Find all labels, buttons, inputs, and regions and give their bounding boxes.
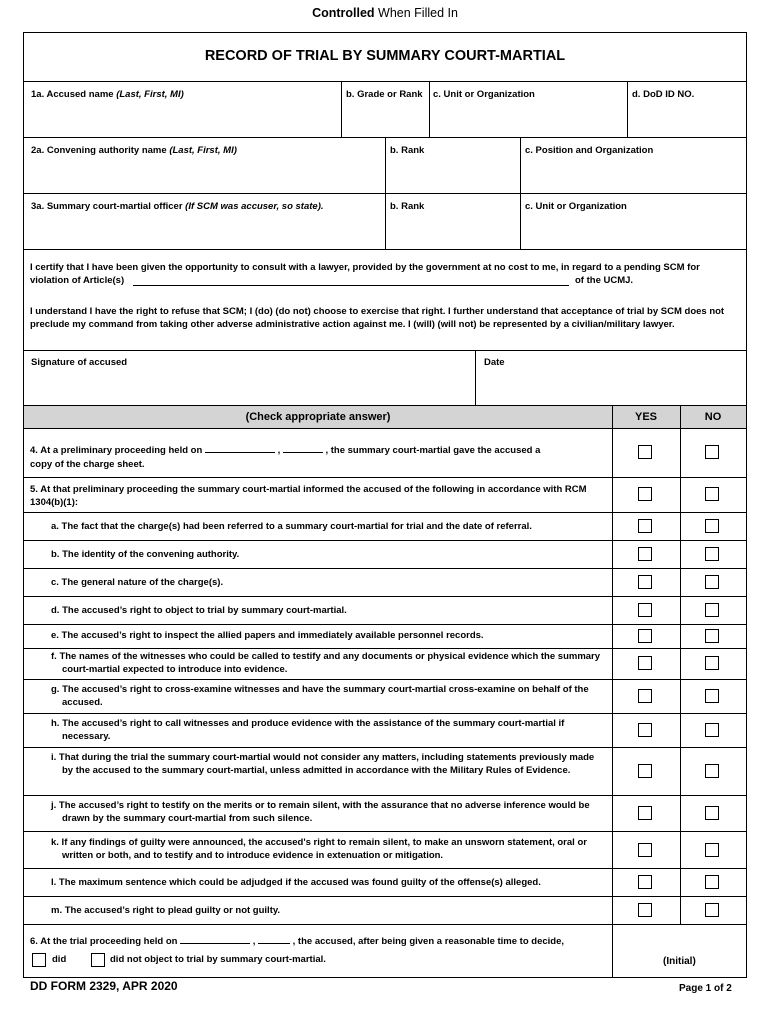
date-field[interactable] xyxy=(476,370,746,404)
item-5b-no-checkbox[interactable] xyxy=(705,547,719,561)
dod-id-field[interactable] xyxy=(628,102,746,136)
did-label: did xyxy=(52,954,67,965)
rule xyxy=(23,713,747,714)
page-number: Page 1 of 2 xyxy=(679,983,732,994)
scm-officer-field[interactable] xyxy=(24,214,384,248)
item-5b-text: b. The identity of the convening authority. xyxy=(51,549,240,560)
rule xyxy=(23,679,747,680)
item-5k-no-checkbox[interactable] xyxy=(705,843,719,857)
item-5h-text: h. The accused’s right to call witnesses and produce evidence with the assistance of the summary court-martial if necessary. xyxy=(51,718,565,742)
item-5g-yes-checkbox[interactable] xyxy=(638,689,652,703)
check-answer-header: (Check appropriate answer) xyxy=(245,411,391,423)
item-6-text: 6. At the trial proceeding held on , , the accused, after being given a reasonable time to decide, xyxy=(30,936,565,947)
rule xyxy=(23,596,747,597)
item-5c-no-checkbox[interactable] xyxy=(705,575,719,589)
did-not-label: did not object to trial by summary court-martial. xyxy=(110,954,326,965)
item-4-text-cont: copy of the charge sheet. xyxy=(30,459,145,470)
rule xyxy=(23,868,747,869)
did-checkbox[interactable] xyxy=(32,953,46,967)
item-4-date-field[interactable] xyxy=(205,443,275,453)
item-5g-no-checkbox[interactable] xyxy=(705,689,719,703)
item-5l-yes-checkbox[interactable] xyxy=(638,875,652,889)
convening-rank-label: b. Rank xyxy=(390,145,425,156)
item-4-yes-checkbox[interactable] xyxy=(638,445,652,459)
rule xyxy=(23,831,747,832)
convening-authority-label: 2a. Convening authority name (Last, First, MI) xyxy=(31,145,237,156)
signature-label: Signature of accused xyxy=(31,357,128,368)
certification-line-1: I certify that I have been given the opportunity to consult with a lawyer, provided by the government at no cost to me, in regard to a pending SCM for xyxy=(30,262,700,273)
item-5l-no-checkbox[interactable] xyxy=(705,875,719,889)
item-5d-no-checkbox[interactable] xyxy=(705,603,719,617)
item-5m-text: m. The accused’s right to plead guilty or not guilty. xyxy=(51,905,281,916)
item-5e-no-checkbox[interactable] xyxy=(705,629,719,643)
article-field[interactable] xyxy=(133,285,569,286)
yes-header: YES xyxy=(634,411,657,423)
rule xyxy=(23,477,747,478)
date-label: Date xyxy=(484,357,505,368)
scm-rank-field[interactable] xyxy=(386,214,519,248)
item-5f-text: f. The names of the witnesses who could be called to testify and any documents or physical evidence which the summary court-martial expected to introduce into evidence. xyxy=(51,651,601,675)
item-5a-yes-checkbox[interactable] xyxy=(638,519,652,533)
article-suffix: of the UCMJ. xyxy=(575,275,634,286)
item-5b-yes-checkbox[interactable] xyxy=(638,547,652,561)
grade-rank-label: b. Grade or Rank xyxy=(346,89,423,100)
rule xyxy=(23,747,747,748)
item-5i-no-checkbox[interactable] xyxy=(705,764,719,778)
accused-name-label: 1a. Accused name (Last, First, MI) xyxy=(31,89,184,100)
scm-unit-label: c. Unit or Organization xyxy=(525,201,627,212)
position-organization-label: c. Position and Organization xyxy=(525,145,654,156)
item-5k-yes-checkbox[interactable] xyxy=(638,843,652,857)
item-5g-text: g. The accused’s right to cross-examine witnesses and have the summary court-martial cross-examine on behalf of the accused. xyxy=(51,684,589,708)
item-5j-no-checkbox[interactable] xyxy=(705,806,719,820)
accused-name-field[interactable] xyxy=(24,102,340,136)
signature-field[interactable] xyxy=(24,370,474,404)
item-5h-no-checkbox[interactable] xyxy=(705,723,719,737)
did-not-checkbox[interactable] xyxy=(91,953,105,967)
initial-field[interactable] xyxy=(614,926,746,952)
rule xyxy=(612,405,613,978)
item-5m-yes-checkbox[interactable] xyxy=(638,903,652,917)
item-5d-text: d. The accused’s right to object to trial by summary court-martial. xyxy=(51,605,347,616)
rule xyxy=(23,512,747,513)
item-5c-text: c. The general nature of the charge(s). xyxy=(51,577,224,588)
rule xyxy=(680,405,681,924)
item-5d-yes-checkbox[interactable] xyxy=(638,603,652,617)
unit-organization-field[interactable] xyxy=(430,102,626,136)
item-5e-text: e. The accused’s right to inspect the allied papers and immediately available personnel records. xyxy=(51,630,484,641)
item-5f-yes-checkbox[interactable] xyxy=(638,656,652,670)
item-5h-yes-checkbox[interactable] xyxy=(638,723,652,737)
dod-id-label: d. DoD ID NO. xyxy=(632,89,695,100)
scm-rank-label: b. Rank xyxy=(390,201,425,212)
scm-unit-field[interactable] xyxy=(521,214,746,248)
item-5e-yes-checkbox[interactable] xyxy=(638,629,652,643)
grade-rank-field[interactable] xyxy=(342,102,428,136)
item-4-no-checkbox[interactable] xyxy=(705,445,719,459)
rule xyxy=(23,540,747,541)
item-5j-text: j. The accused’s right to testify on the merits or to remain silent, with the assurance that no adverse inference would be drawn by the summary court-martial from such silence. xyxy=(51,800,590,824)
item-6-date-field[interactable] xyxy=(180,934,250,944)
rule xyxy=(23,648,747,649)
item-5i-yes-checkbox[interactable] xyxy=(638,764,652,778)
scm-officer-label: 3a. Summary court-martial officer (If SCM was accuser, so state). xyxy=(31,201,324,212)
rule xyxy=(23,428,747,429)
convening-rank-field[interactable] xyxy=(386,158,519,192)
item-6-year-field[interactable] xyxy=(258,934,290,944)
form-title: RECORD OF TRIAL BY SUMMARY COURT-MARTIAL xyxy=(204,48,566,64)
position-organization-field[interactable] xyxy=(521,158,746,192)
rule xyxy=(23,896,747,897)
item-5-no-checkbox[interactable] xyxy=(705,487,719,501)
item-5-yes-checkbox[interactable] xyxy=(638,487,652,501)
article-prefix: violation of Article(s) xyxy=(30,275,125,286)
item-5c-yes-checkbox[interactable] xyxy=(638,575,652,589)
rule xyxy=(23,924,747,925)
rule xyxy=(23,249,747,250)
item-5i-text: i. That during the trial the summary court-martial would not consider any matters, including statements previously made by the accused to the summary court-martial, unless admitted in accordance with the Military Rules of Evidence. xyxy=(51,752,595,776)
controlled-marking: Controlled When Filled In xyxy=(312,6,458,20)
no-header: NO xyxy=(704,411,722,423)
certification-paragraph: I understand I have the right to refuse that SCM; I (do) (do not) choose to exercise that right. I further understand that acceptance of trial by SCM does not preclude my command from taking other adverse administrative action against me. I (will) (will not) be represented by a civilian/military lawyer. xyxy=(30,306,725,330)
convening-authority-field[interactable] xyxy=(24,158,384,192)
item-5f-no-checkbox[interactable] xyxy=(705,656,719,670)
rule xyxy=(23,568,747,569)
rule xyxy=(23,795,747,796)
form-id: DD FORM 2329, APR 2020 xyxy=(30,979,178,993)
item-5k-text: k. If any findings of guilty were announced, the accused's right to remain silent, to make an unsworn statement, oral or written or both, and to testify and to introduce evidence in extenuation or mitigation. xyxy=(51,837,587,861)
item-5-text: 5. At that preliminary proceeding the summary court-martial informed the accused of the following in accordance with RCM 1304(b)(1): xyxy=(30,484,587,508)
unit-organization-label: c. Unit or Organization xyxy=(433,89,535,100)
rule xyxy=(23,624,747,625)
rule xyxy=(23,350,747,351)
rule xyxy=(23,81,747,82)
item-5m-no-checkbox[interactable] xyxy=(705,903,719,917)
item-5a-text: a. The fact that the charge(s) had been referred to a summary court-martial for trial and the date of referral. xyxy=(51,521,532,532)
item-5l-text: l. The maximum sentence which could be adjudged if the accused was found guilty of the offense(s) alleged. xyxy=(51,877,541,888)
item-4-text: 4. At a preliminary proceeding held on , , the summary court-martial gave the accused a xyxy=(30,445,541,456)
item-5a-no-checkbox[interactable] xyxy=(705,519,719,533)
item-4-year-field[interactable] xyxy=(283,443,323,453)
item-5j-yes-checkbox[interactable] xyxy=(638,806,652,820)
initial-label: (Initial) xyxy=(663,956,696,967)
